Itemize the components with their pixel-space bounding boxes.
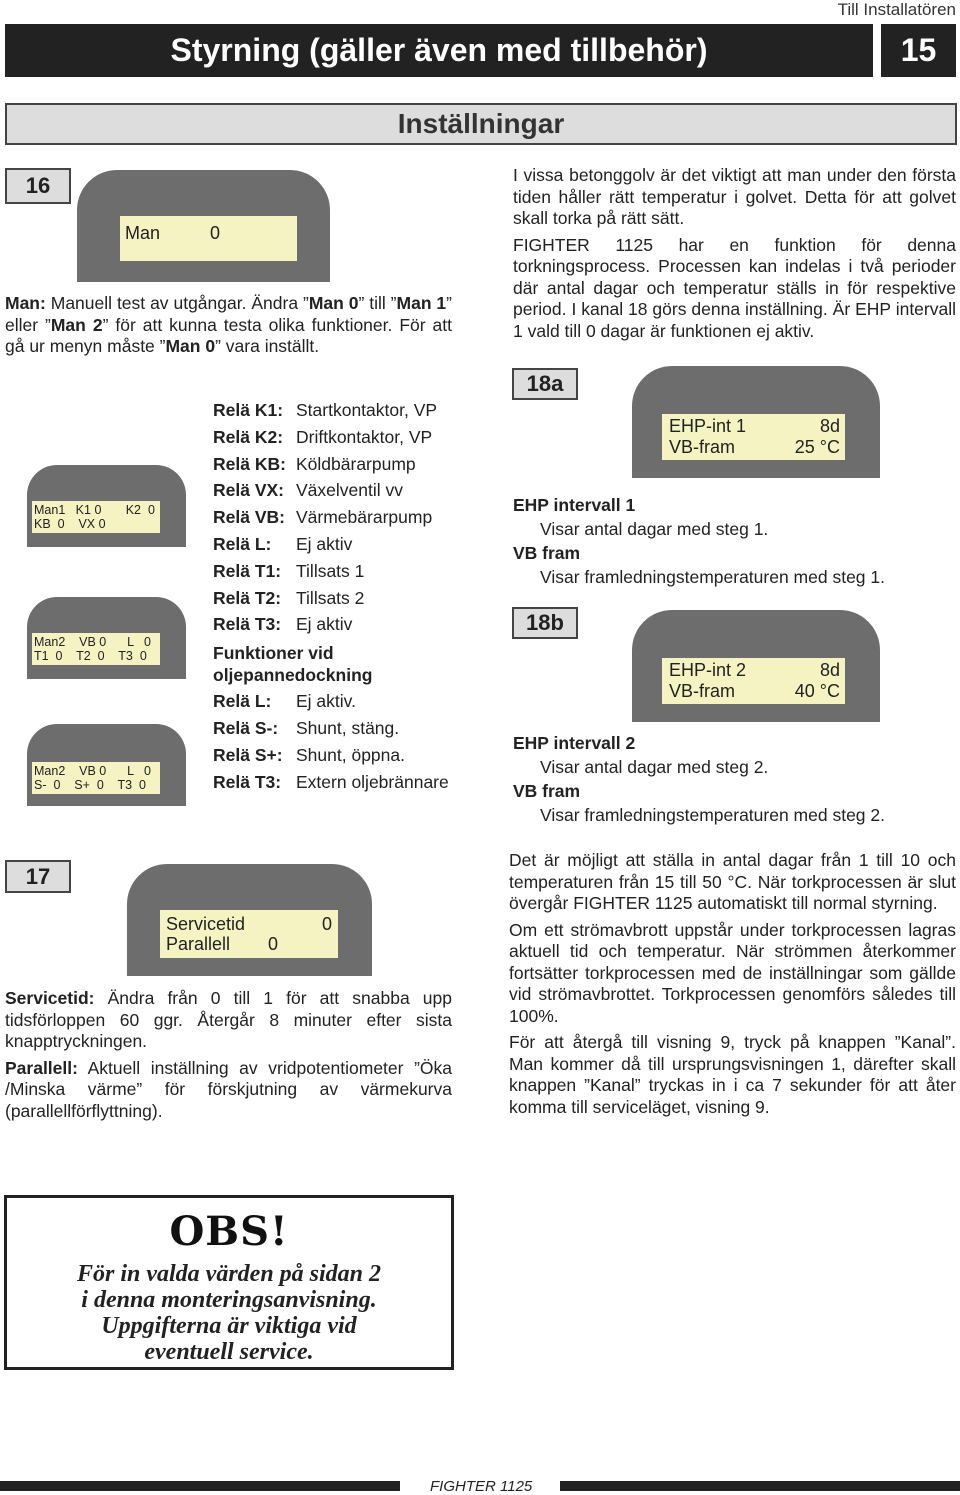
vb-fram1-desc: Visar framledningstemperaturen med steg 1. <box>540 567 885 587</box>
obs-line: i denna monteringsanvisning. <box>81 1287 377 1313</box>
relay-row <box>213 504 449 531</box>
vb-fram2-desc: Visar framledningstemperaturen med steg 2. <box>540 805 885 825</box>
lcd-line: Man 0 <box>120 216 297 261</box>
relay-value: Tillsats 1 <box>296 560 365 581</box>
ehp-int1-desc: Visar antal dagar med steg 1. <box>540 519 769 539</box>
drying-p2: Om ett strömavbrott uppstår under torkprocessen lagras aktuell tid och temperatur. När strömmen återkommer fortsätter torkprocessen med de inställningar som gällde vid strömavbrottet. Torkprocessen genomförs således till 100%. <box>509 919 956 1026</box>
drying-p3: För att återgå till visning 9, tryck på knappen ”Kanal”. Man kommer då till ursprungsvisningen 1, därefter skall knappen ”Kanal” tryckas in i ca 7 sekunder för att åter komma till serviceläget, visning 9. <box>509 1032 956 1117</box>
s18b-text <box>513 731 956 827</box>
display-18b <box>632 610 880 722</box>
relay-value: Värmebärarpump <box>296 507 433 528</box>
s18a-text <box>513 493 956 589</box>
menu-number-18b: 18b <box>512 607 578 639</box>
relay-value: Köldbärarpump <box>296 453 416 474</box>
intro-p2: FIGHTER 1125 har en funktion för denna torkningsprocess. Processen kan indelas i två perioder där antal dagar och temperatur ställs in för respektive period. I kanal 18 görs denna inställning. Är EHP intervall 1 vald till 0 dagar är funktionen ej aktiv. <box>513 234 956 341</box>
relay-key: Relä T1: <box>213 560 282 581</box>
relay-value: Ej aktiv. <box>296 691 356 712</box>
relay-key: Relä L: <box>213 533 272 554</box>
vb-fram-value: 25 °C <box>794 437 840 457</box>
vb-fram2-heading: VB fram <box>513 781 581 801</box>
vb-fram2-value: 40 °C <box>794 681 840 701</box>
section-header <box>5 103 957 145</box>
relay-key: Relä L: <box>213 691 272 712</box>
display-16 <box>77 170 330 282</box>
footer-bar-left <box>0 1481 400 1491</box>
ehp-int2-desc: Visar antal dagar med steg 2. <box>540 757 769 777</box>
page-title <box>5 24 873 77</box>
lcd-18b-row2 <box>669 681 840 702</box>
lcd-18a-row2 <box>669 437 840 458</box>
relay-value: Driftkontaktor, VP <box>296 426 433 447</box>
ehp-int1-heading: EHP intervall 1 <box>513 495 636 515</box>
lcd-man2-a <box>32 633 160 665</box>
relay-value: Tillsats 2 <box>296 587 365 608</box>
drying-p1: Det är möjligt att ställa in antal dagar från 1 till 10 och temperaturen från 15 till 50 °C. När torkprocessen är slut övergår FIGHTER 1125 automatiskt till normal styrning. <box>509 850 956 913</box>
relay-row <box>213 742 449 769</box>
obs-line: För in valda värden på sidan 2 <box>76 1261 382 1287</box>
page-title-text: Styrning (gäller även med tillbehör) <box>170 32 708 68</box>
lcd-servicetid <box>166 914 332 934</box>
lcd-man2-b <box>32 762 160 794</box>
footer-bar-right <box>560 1481 960 1491</box>
lcd-man1 <box>32 501 160 533</box>
parallell-value: 0 <box>268 934 279 954</box>
lcd-18b-row1 <box>669 660 840 681</box>
relay-key: Relä KB: <box>213 453 286 474</box>
relay-row <box>213 715 449 742</box>
display-man2-b <box>27 724 186 806</box>
top-note: Till Installatören <box>837 0 956 19</box>
s17-text <box>5 988 452 1127</box>
menu-number-18a: 18a <box>512 368 578 400</box>
menu-number-16: 16 <box>5 168 71 204</box>
lcd-man2a-line2: T1 0 T2 0 T3 0 <box>34 649 147 663</box>
relay-row <box>213 477 449 504</box>
relay-key: Relä VB: <box>213 507 285 528</box>
relay-key: Relä T3: <box>213 771 282 792</box>
ehp-int2-heading: EHP intervall 2 <box>513 733 636 753</box>
servicetid-label: Servicetid <box>166 914 246 934</box>
lcd-17 <box>160 910 338 958</box>
lcd-man2a-line1: Man2 VB 0 L 0 <box>34 635 151 649</box>
servicetid-description: Servicetid: Ändra från 0 till 1 för att snabba upp tidsförloppen 60 ggr. Återgår 8 minuter efter sista knapptryckningen. <box>5 988 452 1051</box>
obs-line: eventuell service. <box>144 1339 314 1365</box>
relay-row <box>213 769 449 796</box>
lcd-man1-line2: KB 0 VX 0 <box>34 517 106 531</box>
ehp-int1-label: EHP-int 1 <box>669 416 747 436</box>
vb-fram1-heading: VB fram <box>513 543 581 563</box>
footer-text: FIGHTER 1125 <box>430 1478 533 1495</box>
relay-row <box>213 611 449 638</box>
relay-value: Shunt, stäng. <box>296 717 400 738</box>
relay-key: Relä K2: <box>213 426 284 447</box>
relay-value: Ej aktiv <box>296 614 353 635</box>
display-man1 <box>27 465 186 547</box>
relay-key: Relä T3: <box>213 614 282 635</box>
relay-row <box>213 585 449 612</box>
menu-number-17: 17 <box>5 860 71 893</box>
obs-notice <box>4 1195 454 1370</box>
ehp-int1-value: 8d <box>819 416 840 436</box>
relay-key: Relä VX: <box>213 480 284 501</box>
relay-row <box>213 451 449 478</box>
display-17 <box>127 864 372 976</box>
relay-key: Relä S+: <box>213 744 283 765</box>
relay-row <box>213 424 449 451</box>
obs-title: OBS! <box>169 1208 289 1255</box>
relay-value: Shunt, öppna. <box>296 744 405 765</box>
relay-row <box>213 397 449 424</box>
intro-p1: I vissa betonggolv är det viktigt att man under den första tiden håller rätt temperatur i golvet. Detta för att golvet skall torka på rätt sätt. <box>513 165 956 228</box>
lcd-18a <box>662 414 845 460</box>
relay-value: Ej aktiv <box>296 533 353 554</box>
relay-row <box>213 558 449 585</box>
docking-heading: Funktioner vid oljepannedockning <box>213 643 373 686</box>
man-description: Man: Manuell test av utgångar. Ändra ”Man 0” till ”Man 1” eller ”Man 2” för att kunna testa olika funktioner. För att gå ur menyn måste ”Man 0” vara inställt. <box>5 293 452 356</box>
drying-text <box>509 850 956 1123</box>
lcd-18a-row1 <box>669 416 840 437</box>
parallell-description: Parallell: Aktuell inställning av vridpotentiometer ”Öka /Minska värme” för förskjutning av värmekurva (parallellförflyttning). <box>5 1057 452 1121</box>
obs-body <box>7 1261 451 1365</box>
servicetid-value: 0 <box>321 914 332 934</box>
vb-fram2-label: VB-fram <box>669 681 736 701</box>
relay-value: Extern oljebrännare <box>296 771 449 792</box>
lcd-18b <box>662 658 845 704</box>
relay-value: Växelventil vv <box>296 480 403 501</box>
relay-key: Relä S-: <box>213 717 279 738</box>
relay-row <box>213 688 449 715</box>
display-man2-a <box>27 597 186 679</box>
lcd-man2b-line2: S- 0 S+ 0 T3 0 <box>34 778 146 792</box>
page-number: 15 <box>881 24 956 77</box>
obs-line: Uppgifterna är viktiga vid <box>101 1313 357 1339</box>
lcd-man2b-line1: Man2 VB 0 L 0 <box>34 764 151 778</box>
intro-text <box>513 165 956 347</box>
display-18a <box>632 366 880 478</box>
relay-key: Relä K1: <box>213 400 284 420</box>
lcd-parallell <box>166 934 332 954</box>
relay-list <box>213 397 449 795</box>
relay-key: Relä T2: <box>213 587 282 608</box>
relay-value: Startkontaktor, VP <box>296 400 438 420</box>
section-title: Inställningar <box>397 108 565 139</box>
relay-row <box>213 531 449 558</box>
vb-fram-label: VB-fram <box>669 437 736 457</box>
ehp-int2-label: EHP-int 2 <box>669 660 747 680</box>
ehp-int2-value: 8d <box>819 660 840 680</box>
lcd-man1-line1: Man1 K1 0 K2 0 <box>34 503 155 517</box>
parallell-label: Parallell <box>166 934 231 954</box>
